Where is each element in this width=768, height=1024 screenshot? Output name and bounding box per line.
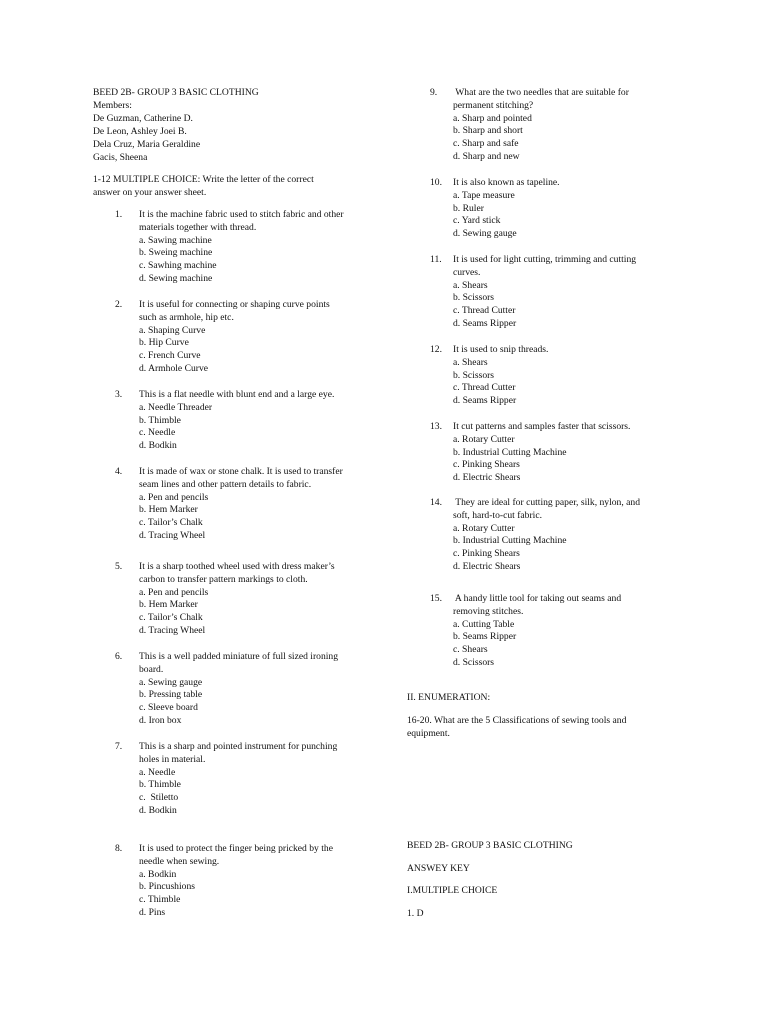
answer-option: b. Sweing machine [139,247,213,259]
question-text: A handy little tool for taking out seams and [453,593,622,604]
question-number: 11. [430,254,442,265]
answer-option: c. Sharp and safe [453,138,519,150]
enumeration-question: equipment. [407,728,450,739]
question-text: needle when sewing. [139,855,220,867]
answer-option: c. Thimble [139,894,181,906]
answer-option: d. Seams Ripper [453,318,517,329]
answer-option: d. Tracing Wheel [139,530,206,541]
answer-key-first: 1. D [407,908,424,919]
question-text: such as armhole, hip etc. [139,311,234,323]
question-text: This is a flat needle with blunt end and a large eye. [139,389,335,400]
question-text: It cut patterns and samples faster that scissors. [453,421,631,432]
member-name: Dela Cruz, Maria Geraldine [93,139,201,150]
question-number: 7. [115,741,123,752]
answer-option: b. Sharp and short [453,125,523,137]
answer-key-section: I.MULTIPLE CHOICE [407,885,498,896]
enumeration-heading: II. ENUMERATION: [407,692,491,703]
answer-option: a. Pen and pencils [139,586,209,598]
answer-option: a. Sawing machine [139,234,212,246]
question-text: seam lines and other pattern details to fabric. [139,478,312,490]
answer-option: b. Scissors [453,292,495,304]
question-text: materials together with thread. [139,221,257,233]
question-number: 4. [115,466,123,477]
answer-option: a. Shaping Curve [139,324,206,336]
answer-option: c. Tailor’s Chalk [139,517,203,529]
instructions-line: answer on your answer sheet. [93,187,207,198]
question-text: It is used to snip threads. [453,344,549,355]
question-text: removing stitches. [453,605,524,617]
answer-option: c. Stiletto [139,792,179,804]
question-number: 6. [115,651,123,662]
answer-option: c. French Curve [139,350,201,362]
answer-option: d. Pins [139,907,166,918]
answer-option: d. Tracing Wheel [139,625,206,636]
answer-option: a. Shears [453,356,488,368]
answer-option: d. Bodkin [139,440,177,452]
question-text: It is also known as tapeline. [453,177,560,188]
answer-option: a. Pen and pencils [139,491,209,503]
answer-option: b. Thimble [139,779,181,791]
answer-option: b. Thimble [139,414,181,426]
question-number: 15. [430,593,442,604]
answer-option: a. Shears [453,279,488,291]
question-text: holes in material. [139,753,206,765]
enumeration-question: 16-20. What are the 5 Classifications of sewing tools and [407,715,627,726]
answer-option: c. Sleeve board [139,702,198,714]
answer-option: c. Needle [139,427,176,439]
answer-option: a. Cutting Table [453,618,515,630]
question-text: This is a well padded miniature of full sized ironing [139,651,339,662]
answer-option: b. Scissors [453,369,495,381]
answer-option: a. Bodkin [139,868,177,880]
answer-option: d. Sewing gauge [453,228,517,240]
question-number: 13. [430,421,442,432]
answer-option: d. Scissors [453,657,495,668]
member-name: De Guzman, Catherine D. [93,113,193,124]
question-number: 3. [115,389,123,400]
question-text: This is a sharp and pointed instrument for punching [139,741,338,752]
answer-option: b. Seams Ripper [453,631,517,643]
question-text: curves. [453,266,481,278]
question-number: 14. [430,497,442,508]
question-text: board. [139,663,164,675]
document-title: BEED 2B- GROUP 3 BASIC CLOTHING [93,87,259,98]
answer-option: b. Pressing table [139,689,203,701]
answer-option: d. Sharp and new [453,151,520,162]
answer-option: c. Pinking Shears [453,548,520,560]
answer-option: d. Electric Shears [453,472,521,484]
member-name: Gacis, Sheena [93,152,148,163]
answer-option: c. Yard stick [453,215,501,227]
answer-option: a. Sewing gauge [139,676,203,688]
answer-option: a. Tape measure [453,189,515,201]
question-number: 10. [430,177,442,188]
answer-option: b. Ruler [453,202,484,214]
answer-key-title: BEED 2B- GROUP 3 BASIC CLOTHING [407,840,573,851]
answer-key-label: ANSWEY KEY [407,863,470,874]
answer-option: d. Iron box [139,715,182,726]
answer-option: b. Industrial Cutting Machine [453,535,567,547]
answer-option: a. Rotary Cutter [453,433,515,445]
question-number: 2. [115,299,123,310]
question-number: 12. [430,344,442,355]
answer-option: d. Sewing machine [139,273,213,284]
question-text: soft, hard-to-cut fabric. [453,509,542,521]
answer-option: b. Hem Marker [139,504,198,516]
answer-option: d. Armhole Curve [139,363,209,374]
answer-option: b. Hip Curve [139,337,189,349]
answer-option: c. Sawhing machine [139,260,217,272]
members-label: Members: [93,100,132,111]
answer-option: a. Needle [139,766,176,778]
question-number: 8. [115,843,123,854]
question-number: 1. [115,209,123,220]
question-text: It is used to protect the finger being pricked by the [139,843,333,854]
answer-option: d. Seams Ripper [453,395,517,407]
question-text: permanent stitching? [453,99,534,111]
answer-option: c. Pinking Shears [453,459,520,471]
answer-option: d. Electric Shears [453,561,521,572]
question-text: It is made of wax or stone chalk. It is used to transfer [139,466,343,477]
answer-option: a. Needle Threader [139,401,213,413]
question-text: It is a sharp toothed wheel used with dress maker’s [139,561,335,572]
answer-option: b. Industrial Cutting Machine [453,446,567,458]
question-text: carbon to transfer pattern markings to cloth. [139,573,308,585]
question-text: It is the machine fabric used to stitch fabric and other [139,209,344,220]
answer-option: d. Bodkin [139,805,177,816]
question-text: It is used for light cutting, trimming and cutting [453,254,637,265]
member-name: De Leon, Ashley Joei B. [93,126,187,137]
answer-option: a. Sharp and pointed [453,112,532,124]
question-text: What are the two needles that are suitable for [453,87,629,98]
question-number: 9. [430,87,438,98]
question-number: 5. [115,561,123,572]
answer-option: a. Rotary Cutter [453,522,515,534]
answer-option: c. Shears [453,644,488,656]
question-text: They are ideal for cutting paper, silk, nylon, and [453,497,640,508]
answer-option: c. Thread Cutter [453,382,516,394]
answer-option: b. Hem Marker [139,599,198,611]
instructions-line: 1-12 MULTIPLE CHOICE: Write the letter of the correct [93,174,314,185]
answer-option: c. Tailor’s Chalk [139,612,203,624]
answer-option: c. Thread Cutter [453,305,516,317]
question-text: It is useful for connecting or shaping curve points [139,299,330,310]
answer-option: b. Pincushions [139,881,195,893]
